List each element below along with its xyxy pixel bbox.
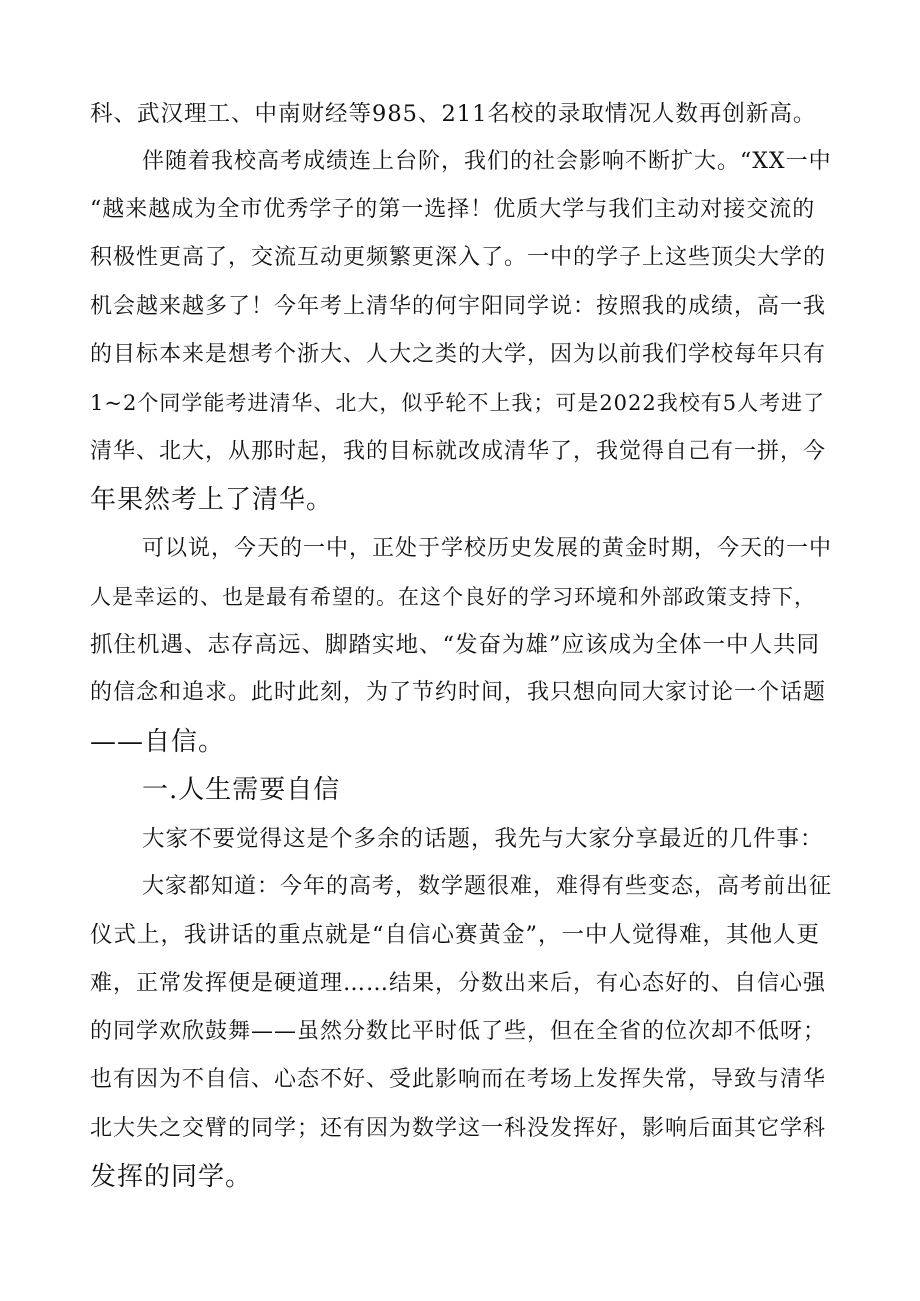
- text-line: 科、武汉理工、中南财经等985、211名校的录取情况人数再创新高。: [90, 101, 817, 127]
- text-line: ——自信。: [90, 727, 226, 757]
- text-line: 的信念和追求。此时此刻，为了节约时间，我只想向同大家讨论一个话题: [90, 680, 827, 705]
- text-line: 的同学欢欣鼓舞——虽然分数比平时低了些，但在全省的位次却不低呀；: [90, 1019, 827, 1044]
- text-line: 也有因为不自信、心态不好、受此影响而在考场上发挥失常，导致与清华: [90, 1067, 827, 1092]
- text-line: 1~2个同学能考进清华、北大，似乎轮不上我；可是2022我校有5人考进了: [90, 391, 826, 415]
- text-line: 机会越来越多了！今年考上清华的何宇阳同学说：按照我的成绩，高一我: [90, 294, 827, 319]
- text-line: 清华、北大，从那时起，我的目标就改成清华了，我觉得自己有一拼，今: [90, 439, 827, 464]
- text-line: 年果然考上了清华。: [90, 485, 334, 515]
- text-line: 人是幸运的、也是最有希望的。在这个良好的学习环境和外部政策支持下，: [90, 585, 816, 609]
- text-line: 发挥的同学。: [90, 1162, 253, 1192]
- text-line: 仪式上，我讲话的重点就是“自信心赛黄金”，一中人觉得难，其他人更: [90, 922, 821, 948]
- text-line: “越来越成为全市优秀学子的第一选择！优质大学与我们主动对接交流的: [90, 197, 816, 222]
- section-heading: 一.人生需要自信: [142, 775, 341, 805]
- text-line: 北大失之交臂的同学；还有因为数学这一科没发挥好，影响后面其它学科: [90, 1116, 827, 1141]
- text-line: 积极性更高了，交流互动更频繁更深入了。一中的学子上这些顶尖大学的: [90, 245, 827, 270]
- text-line: 的目标本来是想考个浙大、人大之类的大学，因为以前我们学校每年只有: [90, 342, 827, 367]
- text-line: 抓住机遇、志存高远、脚踏实地、“发奋为雄”应该成为全体一中人共同: [90, 632, 821, 658]
- paragraph-start-line: 大家不要觉得这是个多余的话题，我先与大家分享最近的几件事：: [142, 826, 824, 852]
- paragraph-start-line: 可以说，今天的一中，正处于学校历史发展的黄金时期，今天的一中: [142, 536, 833, 561]
- paragraph-start-line: 大家都知道：今年的高考，数学题很难，难得有些变态，高考前出征: [142, 874, 833, 899]
- text-line: 难，正常发挥便是硬道理……结果，分数出来后，有心态好的、自信心强: [90, 971, 827, 996]
- paragraph-start-line: 伴随着我校高考成绩连上台阶，我们的社会影响不断扩大。“XX一中: [142, 149, 832, 174]
